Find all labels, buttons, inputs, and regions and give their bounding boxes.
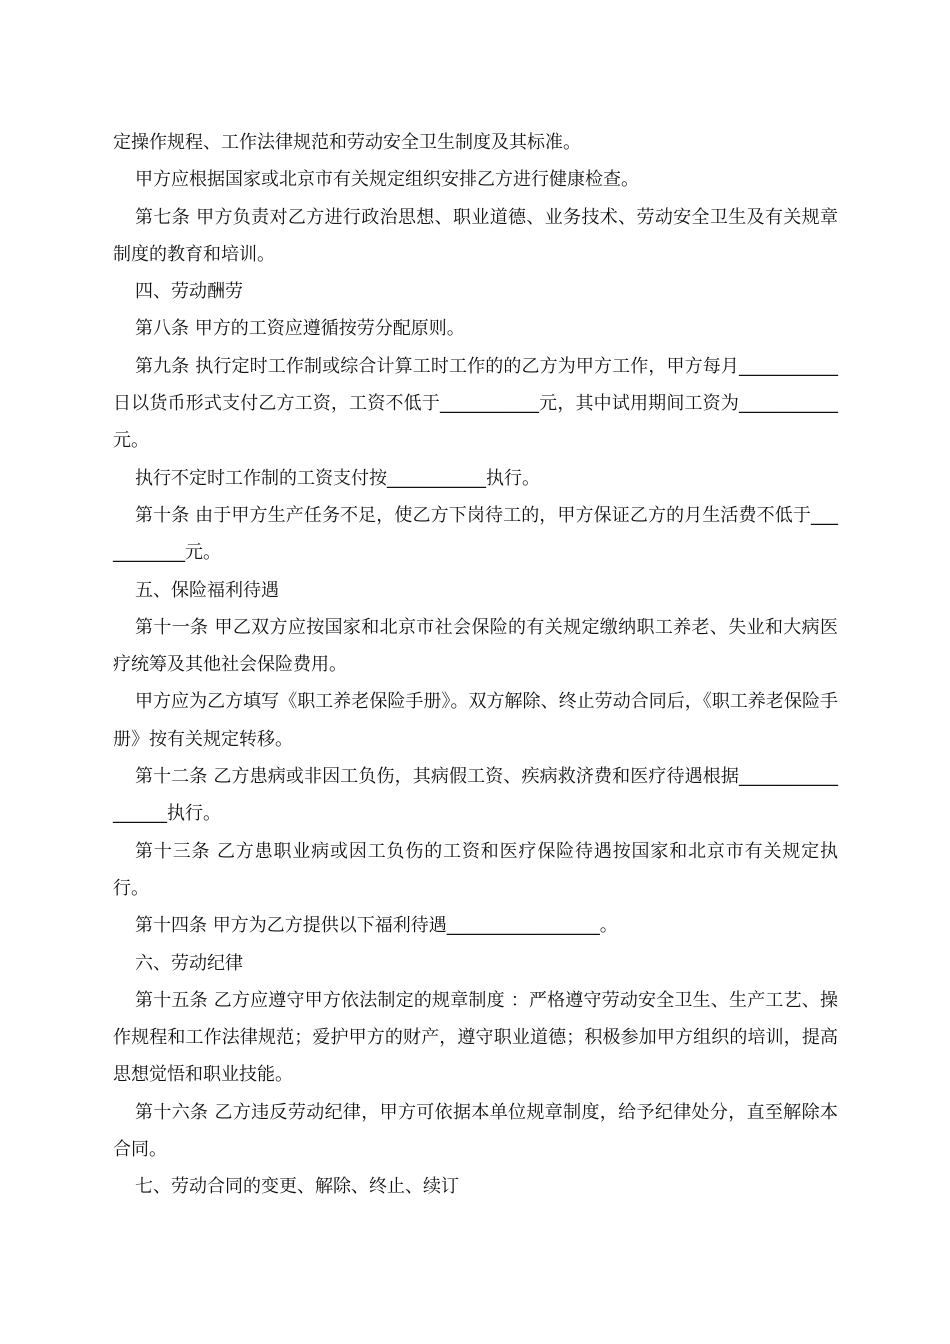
section-heading-remuneration: 四、劳动酬劳 [135, 281, 243, 303]
article-10: 第十条 由于甲方生产任务不足，使乙方下岗待工的，甲方保证乙方的月生活费不低于___________元。 [113, 504, 838, 564]
article-11: 第十一条 甲乙双方应按国家和北京市社会保险的有关规定缴纳职工养老、失业和大病医疗统筹及其他社会保险费用。 [113, 616, 838, 676]
paragraph-continuation: 定操作规程、工作法律规范和劳动安全卫生制度及其标准。 [113, 132, 581, 153]
article-9: 第九条 执行定时工作制或综合计算工时工作的的乙方为甲方工作，甲方每月___________日以货币形式支付乙方工资，工资不低于___________元，其中试用期间工资为___________元。 [113, 355, 838, 452]
article-12: 第十二条 乙方患病或非因工负伤，其病假工资、疾病救济费和医疗待遇根据_________________执行。 [113, 766, 838, 825]
article-14: 第十四条 甲方为乙方提供以下福利待遇_________________。 [135, 915, 618, 937]
contract-text-body [113, 124, 838, 1206]
article-16: 第十六条 乙方违反劳动纪律，甲方可依据本单位规章制度，给予纪律处分，直至解除本合同。 [113, 1101, 838, 1161]
article-15: 第十五条 乙方应遵守甲方依法制定的规章制度 ：严格遵守劳动安全卫生、生产工艺、操作规程和工作法律规范；爱护甲方的财产，遵守职业道德；积极参加甲方组织的培训，提高思想觉悟和职业技能。 [113, 989, 838, 1086]
paragraph-health-check: 甲方应根据国家或北京市有关规定组织安排乙方进行健康检查。 [135, 169, 639, 191]
article-8: 第八条 甲方的工资应遵循按劳分配原则。 [135, 318, 465, 340]
section-heading-discipline: 六、劳动纪律 [135, 952, 243, 974]
paragraph-irregular-hours-pay: 执行不定时工作制的工资支付按___________执行。 [135, 467, 540, 489]
section-heading-contract-changes: 七、劳动合同的变更、解除、终止、续订 [135, 1176, 459, 1198]
section-heading-insurance: 五、保险福利待遇 [135, 579, 279, 601]
paragraph-pension-manual: 甲方应为乙方填写《职工养老保险手册》。双方解除、终止劳动合同后，《职工养老保险手册》按有关规定转移。 [113, 691, 838, 750]
article-13: 第十三条 乙方患职业病或因工负伤的工资和医疗保险待遇按国家和北京市有关规定执行。 [113, 840, 838, 899]
article-7: 第七条 甲方负责对乙方进行政治思想、职业道德、业务技术、劳动安全卫生及有关规章制度的教育和培训。 [113, 206, 838, 265]
